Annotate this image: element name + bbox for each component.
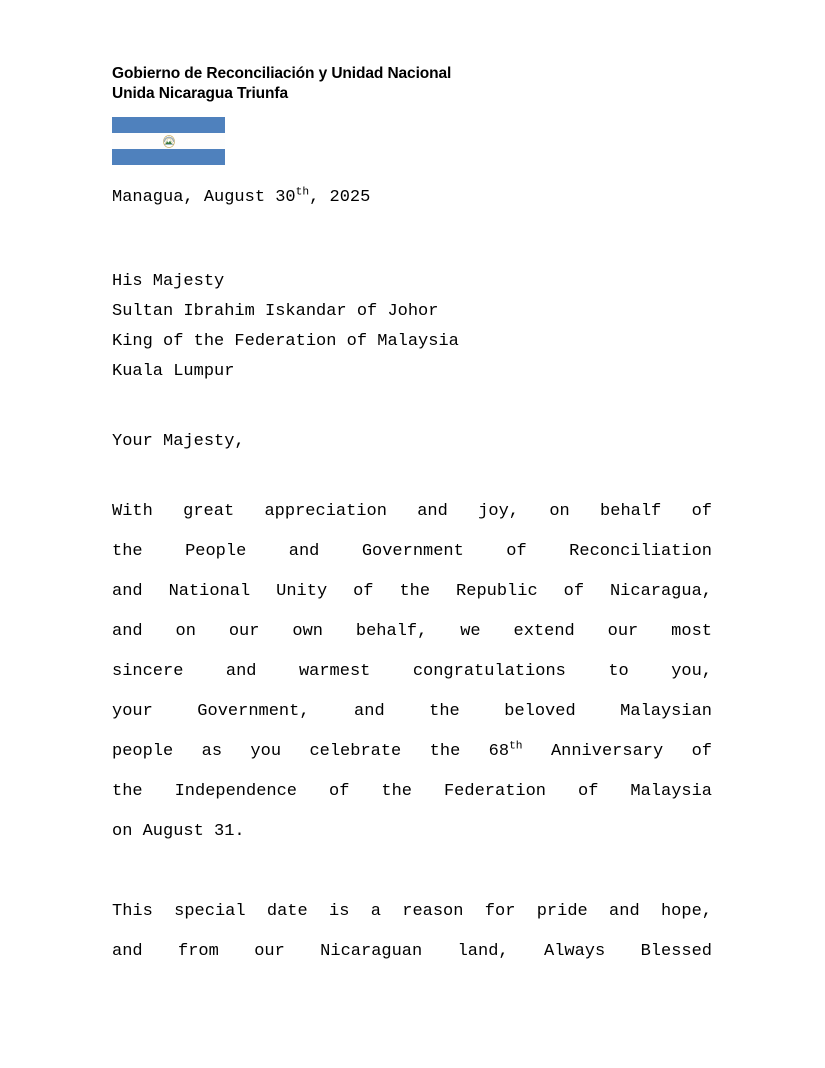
date-line xyxy=(112,185,712,211)
paragraph-2-line-2: and from our Nicaraguan land, Always Blessed xyxy=(112,942,712,961)
recipient-line-2: Sultan Ibrahim Iskandar of Johor xyxy=(112,302,439,321)
letterhead-line-1: Gobierno de Reconciliación y Unidad Nacional xyxy=(112,65,452,82)
paragraph-1-line-8: the Independence of the Federation of Malaysia xyxy=(112,782,712,801)
body-paragraph-1 xyxy=(112,492,712,852)
paragraph-1-line-1: With great appreciation and joy, on behalf of xyxy=(112,502,712,521)
recipient-line-3: King of the Federation of Malaysia xyxy=(112,332,459,351)
flag-band-bottom xyxy=(112,149,225,165)
paragraph-1-line-5: sincere and warmest congratulations to you, xyxy=(112,662,712,681)
nicaragua-coat-of-arms xyxy=(158,134,180,148)
nicaragua-flag xyxy=(112,117,225,165)
flag-band-top xyxy=(112,117,225,133)
paragraph-1-line-3: and National Unity of the Republic of Nicaragua, xyxy=(112,582,712,601)
recipient-line-1: His Majesty xyxy=(112,272,225,291)
letterhead-line-2: Unida Nicaragua Triunfa xyxy=(112,85,288,102)
date-day-suffix: th xyxy=(295,186,310,199)
paragraph-1-line-9: on August 31. xyxy=(112,822,245,841)
paragraph-1-line-4: and on our own behalf, we extend our most xyxy=(112,622,712,641)
recipient-address-block xyxy=(112,267,712,387)
date-suffix: , 2025 xyxy=(309,188,371,207)
paragraph-1-line-7 xyxy=(112,732,712,772)
paragraph-1-line-2: the People and Government of Reconciliation xyxy=(112,542,712,561)
letterhead xyxy=(112,64,732,104)
date-prefix: Managua, August 30 xyxy=(112,188,296,207)
anniversary-text-before: people as you celebrate the 68 xyxy=(112,742,510,761)
paragraph-1-line-6: your Government, and the beloved Malaysian xyxy=(112,702,712,721)
body-paragraph-2 xyxy=(112,892,712,972)
salutation: Your Majesty, xyxy=(112,432,245,451)
anniversary-ordinal-suffix: th xyxy=(509,740,523,753)
paragraph-2-line-1: This special date is a reason for pride and hope, xyxy=(112,902,712,921)
recipient-line-4: Kuala Lumpur xyxy=(112,362,235,381)
anniversary-text-after: Anniversary of xyxy=(522,742,712,761)
